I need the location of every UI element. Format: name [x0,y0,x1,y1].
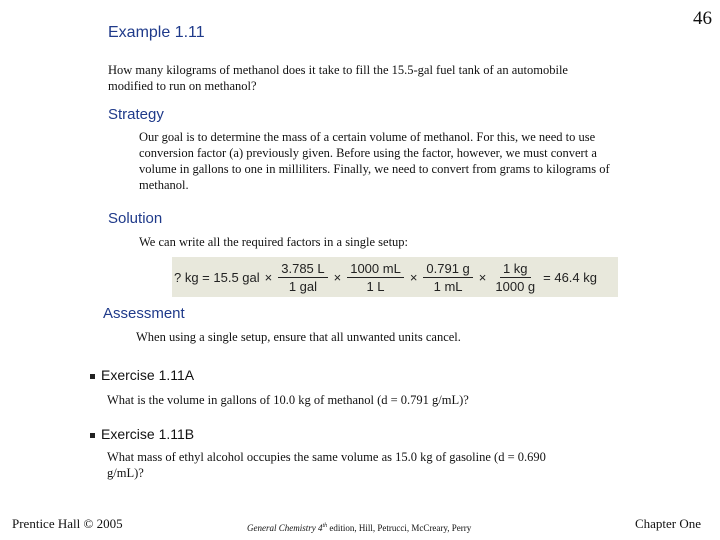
exercise-a-text: What is the volume in gallons of 10.0 kg of methanol (d = 0.791 g/mL)? [107,393,469,407]
factor-denominator: 1 L [366,278,385,294]
factor-numerator: 1000 mL [347,261,404,278]
factor-numerator: 0.791 g [423,261,472,278]
factor-g-to-kg [492,261,538,294]
assessment-text: When using a single setup, ensure that all unwanted units cancel. [136,330,461,344]
assessment-heading: Assessment [103,305,185,322]
exercise-b-text: What mass of ethyl alcohol occupies the same volume as 15.0 kg of gasoline (d = 0.690 g/mL)? [107,450,546,480]
factor-ml-to-g [423,261,472,294]
strategy-text: Our goal is to determine the mass of a certain volume of methanol. For this, we need to use conversion factor (a) previously given. Before using the factor, however, we must convert a volume in gallons to one in milliliters. Finally, we need to convert from grams to kilograms of methanol. [139,130,610,192]
footer-book-title: General Chemistry 4 [247,523,323,533]
factor-denominator: 1000 g [495,278,536,294]
factor-denominator: 1 mL [433,278,463,294]
equation-lhs: ? kg = 15.5 gal [174,269,260,285]
footer-chapter: Chapter One [634,516,701,531]
times-sign: × [478,269,487,285]
times-sign: × [333,269,342,285]
solution-text: We can write all the required factors in a single setup: [139,235,409,249]
footer-edition-sup: th [322,523,328,529]
times-sign: × [409,269,418,285]
footer-publisher: Prentice Hall © 2005 [12,516,123,531]
exercise-b-title: Exercise 1.11B [101,426,195,442]
page-number: 46 [693,8,712,29]
factor-numerator: 3.785 L [278,261,327,278]
equation-rhs: = 46.4 kg [543,269,597,285]
example-title: Example 1.11 [108,24,205,41]
times-sign: × [264,269,273,285]
bullet-icon [90,433,95,438]
factor-numerator: 1 kg [500,261,531,278]
footer-authors: edition, Hill, Petrucci, McCreary, Perry [327,523,472,533]
exercise-a-heading [90,367,194,383]
footer-citation [247,523,471,533]
exercise-a-title: Exercise 1.11A [101,367,195,383]
factor-gal-to-l [278,261,327,294]
bullet-icon [90,374,95,379]
exercise-b-heading [90,426,194,442]
solution-heading: Solution [108,210,163,227]
example-question: How many kilograms of methanol does it take to fill the 15.5-gal fuel tank of an automobile modified to run on methanol? [108,63,568,93]
factor-l-to-ml [347,261,404,294]
unit-conversion-equation [172,257,618,297]
strategy-heading: Strategy [108,106,164,123]
factor-denominator: 1 gal [288,278,318,294]
